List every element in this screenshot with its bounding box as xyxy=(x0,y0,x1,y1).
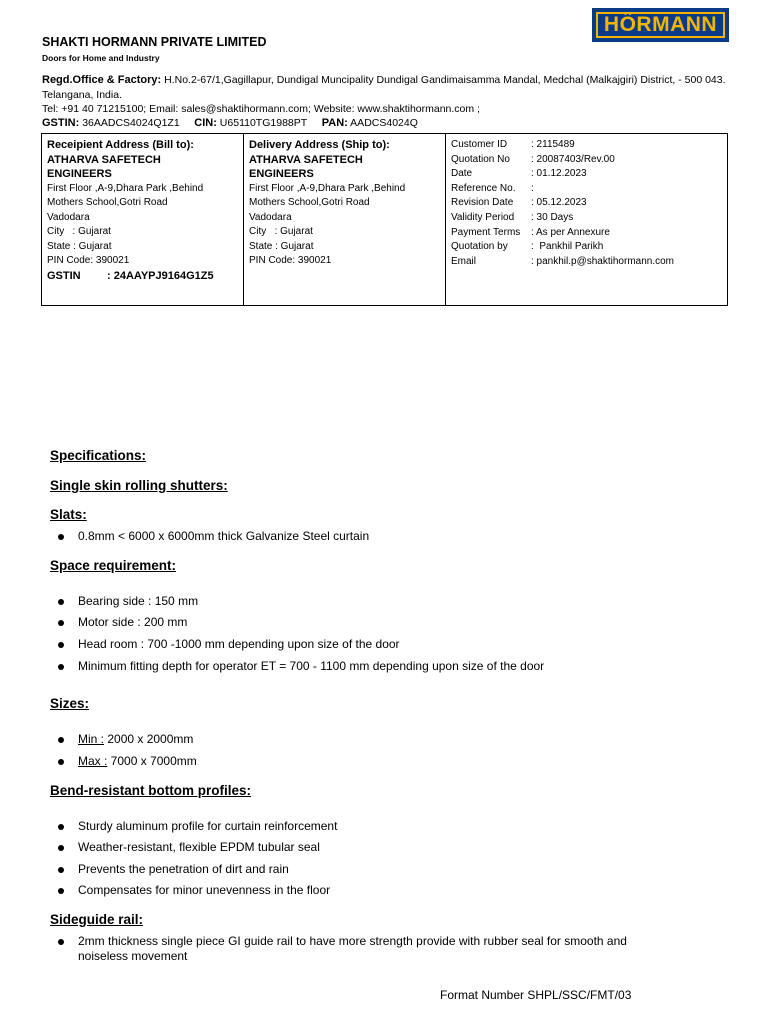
bullet-icon xyxy=(58,599,64,605)
company-name: SHAKTI HORMANN PRIVATE LIMITED xyxy=(42,35,267,49)
list-item-text: 0.8mm < 6000 x 6000mm thick Galvanize Steel curtain xyxy=(78,529,370,543)
bullet-icon xyxy=(58,642,64,648)
bill-to-heading: Receipient Address (Bill to): xyxy=(47,139,194,151)
bullet-icon xyxy=(58,888,64,894)
ship-to-line: Mothers School,Gotri Road xyxy=(249,197,370,208)
info-row xyxy=(451,255,723,270)
info-value: : xyxy=(531,182,534,194)
list-item xyxy=(58,615,187,629)
list-item-text: Compensates for minor unevenness in the floor xyxy=(78,883,331,897)
list-item xyxy=(58,754,197,768)
info-label: Reference No. xyxy=(451,182,516,194)
info-value: : pankhil.p@shaktihormann.com xyxy=(531,255,674,267)
info-row xyxy=(451,138,723,153)
bill-to-city: City : Gujarat xyxy=(47,226,111,237)
ship-to-line: Vadodara xyxy=(249,211,292,223)
bill-to-line: First Floor ,A-9,Dhara Park ,Behind xyxy=(47,182,204,194)
hormann-logo xyxy=(592,8,729,42)
address-text: H.No.2-67/1,Gagillapur, Dundigal Muncipality Dundigal Gandimaisamma Mandal, Medchal (Malkajgiri) District, - 500 043. Telangana, India. xyxy=(42,74,726,101)
bullet-icon xyxy=(58,620,64,626)
registration-ids xyxy=(42,117,418,129)
ship-to-name: ATHARVA SAFETECH xyxy=(249,153,363,166)
bullet-icon xyxy=(58,737,64,743)
info-value: : Pankhil Parikh xyxy=(531,241,604,253)
list-item-text: Minimum fitting depth for operator ET = 700 - 1100 mm depending upon size of the door xyxy=(78,659,545,673)
info-row xyxy=(451,240,723,255)
slats-heading: Slats: xyxy=(50,507,87,522)
bullet-icon xyxy=(58,759,64,765)
address-table xyxy=(41,133,728,306)
info-label: Revision Date xyxy=(451,197,514,209)
info-row xyxy=(451,182,723,197)
list-item xyxy=(58,529,369,543)
bullet-icon xyxy=(58,534,64,540)
ship-to-city: City : Gujarat xyxy=(249,226,313,237)
bullet-icon xyxy=(58,664,64,670)
list-item-text: Weather-resistant, flexible EPDM tubular seal xyxy=(78,840,320,854)
list-item-text: Motor side : 200 mm xyxy=(78,615,188,629)
info-row xyxy=(451,167,723,182)
ship-to-line: First Floor ,A-9,Dhara Park ,Behind xyxy=(249,182,406,194)
address-label: Regd.Office & Factory: xyxy=(42,74,162,86)
list-item-text: Bearing side : 150 mm xyxy=(78,594,199,608)
contact-line: Tel: +91 40 71215100; Email: sales@shaktihormann.com; Website: www.shaktihormann.com ; xyxy=(42,103,480,115)
ship-to-heading: Delivery Address (Ship to): xyxy=(249,139,390,151)
bill-to-pin: PIN Code: 390021 xyxy=(47,255,130,266)
bill-to-gstin-label: GSTIN xyxy=(47,269,81,282)
list-item xyxy=(58,594,198,608)
info-value: : 2115489 xyxy=(531,139,575,150)
gstin-value: 36AADCS4024Q1Z1 xyxy=(79,117,180,129)
rail-line: 2mm thickness single piece GI guide rail to have more strength provide with rubber seal for smooth and xyxy=(78,934,627,948)
ship-to-pin: PIN Code: 390021 xyxy=(249,255,332,266)
sideguide-rail-heading: Sideguide rail: xyxy=(50,912,144,927)
bill-to-name: ATHARVA SAFETECH xyxy=(47,153,161,166)
info-label: Date xyxy=(451,168,473,180)
info-value: : 30 Days xyxy=(531,211,574,223)
logo-text: HÖRMANN xyxy=(603,13,718,36)
bill-to-gstin-value: : 24AAYPJ9164G1Z5 xyxy=(107,269,214,282)
cin-value: U65110TG1988PT xyxy=(216,117,308,129)
list-item xyxy=(58,659,544,673)
info-label: Quotation No xyxy=(451,153,510,165)
info-label: Payment Terms xyxy=(451,226,521,238)
bill-to-name-cont: ENGINEERS xyxy=(47,168,112,180)
list-item xyxy=(58,840,320,854)
info-label: Email xyxy=(451,255,477,267)
bill-to-gstin xyxy=(47,269,239,284)
info-value: : 05.12.2023 xyxy=(531,197,587,209)
info-label: Validity Period xyxy=(451,211,515,223)
format-number: Format Number SHPL/SSC/FMT/03 xyxy=(440,988,632,1002)
company-tagline: Doors for Home and Industry xyxy=(42,53,160,63)
info-value: : 20087403/Rev.00 xyxy=(531,153,615,165)
space-requirement-heading: Space requirement: xyxy=(50,558,177,573)
info-value: : As per Annexure xyxy=(531,226,610,238)
info-label: Customer ID xyxy=(451,139,508,150)
size-label: Max : xyxy=(78,754,108,768)
info-value: : 01.12.2023 xyxy=(531,168,587,180)
info-row xyxy=(451,226,723,241)
bullet-icon xyxy=(58,824,64,830)
bullet-icon xyxy=(58,939,64,945)
list-item xyxy=(58,934,698,964)
list-item xyxy=(58,862,289,876)
pan-value: AADCS4024Q xyxy=(347,117,418,129)
list-item-text: Prevents the penetration of dirt and rain xyxy=(78,862,289,876)
pan-label: PAN: xyxy=(321,117,348,129)
ship-to-column xyxy=(244,134,446,305)
bill-to-state: State : Gujarat xyxy=(47,240,112,252)
info-row xyxy=(451,196,723,211)
bill-to-line: Vadodara xyxy=(47,211,90,223)
sizes-heading: Sizes: xyxy=(50,696,90,711)
bill-to-column xyxy=(42,134,244,305)
list-item xyxy=(58,819,337,833)
registered-address xyxy=(42,73,732,102)
ship-to-state: State : Gujarat xyxy=(249,240,314,252)
info-row xyxy=(451,211,723,226)
list-item-text xyxy=(78,934,627,964)
specifications-heading: Specifications: xyxy=(50,448,147,463)
list-item xyxy=(58,637,400,651)
gstin-label: GSTIN: xyxy=(42,117,80,129)
size-value: 2000 x 2000mm xyxy=(104,732,194,746)
cin-label: CIN: xyxy=(194,117,217,129)
rail-line: noiseless movement xyxy=(78,949,188,963)
list-item xyxy=(58,732,193,746)
rolling-shutters-heading: Single skin rolling shutters: xyxy=(50,478,228,493)
list-item-text: Head room : 700 -1000 mm depending upon size of the door xyxy=(78,637,400,651)
quotation-info-column xyxy=(446,134,727,305)
list-item xyxy=(58,883,330,897)
size-value: 7000 x 7000mm xyxy=(107,754,197,768)
info-label: Quotation by xyxy=(451,241,508,253)
bill-to-line: Mothers School,Gotri Road xyxy=(47,197,168,208)
bullet-icon xyxy=(58,845,64,851)
bottom-profiles-heading: Bend-resistant bottom profiles: xyxy=(50,783,252,798)
list-item-text: Sturdy aluminum profile for curtain reinforcement xyxy=(78,819,338,833)
info-row xyxy=(451,153,723,168)
size-label: Min : xyxy=(78,732,105,746)
ship-to-name-cont: ENGINEERS xyxy=(249,168,314,180)
bullet-icon xyxy=(58,867,64,873)
